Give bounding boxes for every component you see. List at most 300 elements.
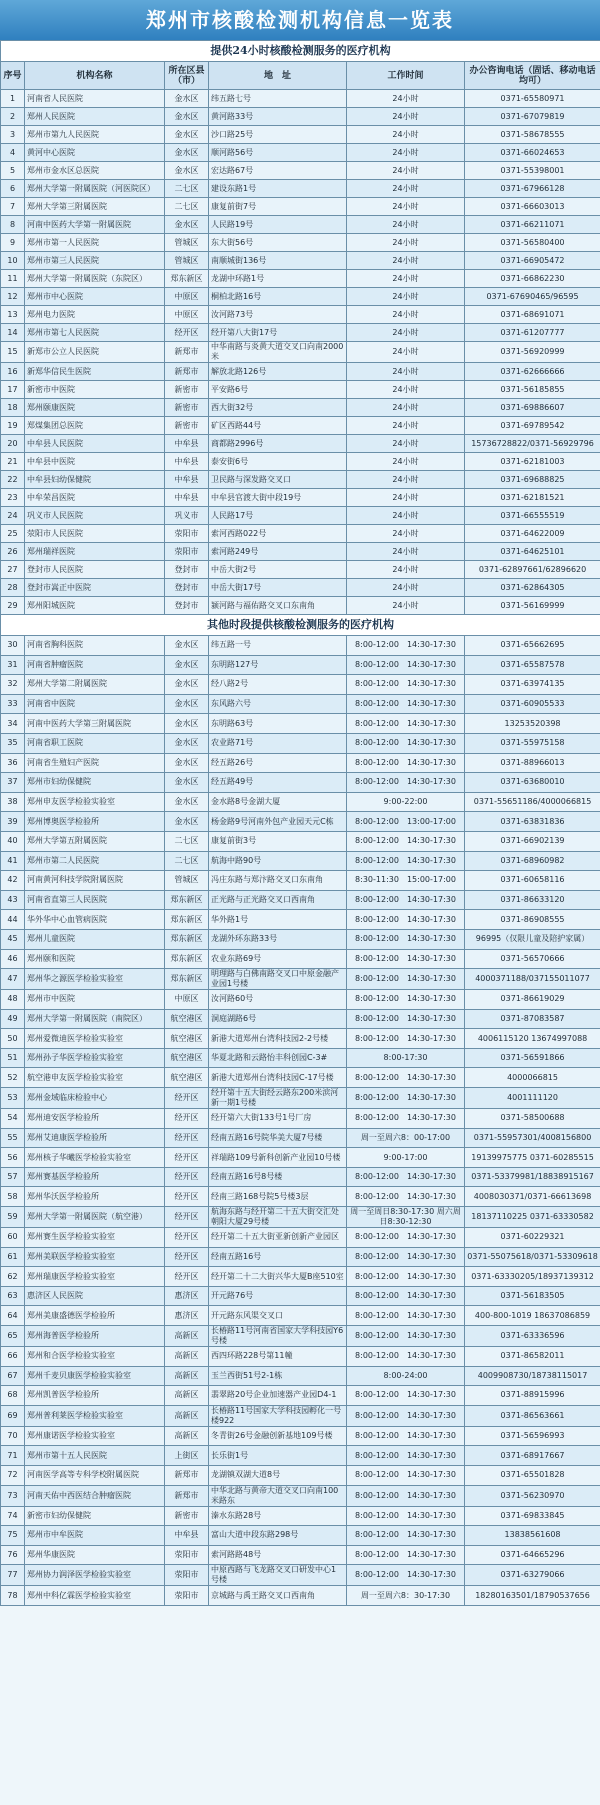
row-district: 金水区 [165, 90, 209, 108]
row-index: 53 [1, 1088, 25, 1109]
row-hours: 8:00-12:00 14:30-17:30 [347, 1187, 465, 1207]
table-row [1, 1446, 600, 1466]
row-hours: 24小时 [347, 108, 465, 126]
row-index: 45 [1, 929, 25, 949]
row-index: 41 [1, 851, 25, 871]
row-phone: 0371-62666666 [465, 363, 600, 381]
row-district: 巩义市 [165, 507, 209, 525]
table-row [1, 363, 600, 381]
row-hours: 24小时 [347, 180, 465, 198]
row-index: 3 [1, 126, 25, 144]
row-phone: 0371-66902139 [465, 831, 600, 851]
table-row [1, 890, 600, 910]
row-index: 60 [1, 1228, 25, 1248]
row-phone: 13253520398 [465, 714, 600, 734]
row-index: 15 [1, 342, 25, 363]
row-hours: 24小时 [347, 453, 465, 471]
row-address: 人民路19号 [209, 216, 347, 234]
row-phone: 0371-66603013 [465, 198, 600, 216]
row-address: 祥瑞路109号新科创新产业园10号楼 [209, 1148, 347, 1168]
row-district: 新郑市 [165, 1485, 209, 1506]
row-phone: 0371-62181003 [465, 453, 600, 471]
row-phone: 18280163501/18790537656 [465, 1586, 600, 1606]
row-hours: 8:00-12:00 14:30-17:30 [347, 1545, 465, 1565]
row-phone: 0371-62897661/62896620 [465, 561, 600, 579]
row-hours: 8:00-24:00 [347, 1366, 465, 1386]
row-district: 荥阳市 [165, 1545, 209, 1565]
row-index: 28 [1, 579, 25, 597]
row-index: 64 [1, 1306, 25, 1326]
row-name: 郑州爱微迪医学检验实验室 [25, 1029, 165, 1049]
row-name: 郑州大学第一附属医院（河医院区） [25, 180, 165, 198]
row-address: 康复前街7号 [209, 198, 347, 216]
row-phone: 96995（仅限儿童及陪护家属） [465, 929, 600, 949]
row-hours: 8:00-12:00 14:30-17:30 [347, 1506, 465, 1526]
row-address: 索河路249号 [209, 543, 347, 561]
row-district: 中原区 [165, 306, 209, 324]
row-name: 新郑华信民生医院 [25, 363, 165, 381]
row-hours: 8:00-12:00 14:30-17:30 [347, 1109, 465, 1129]
row-hours: 8:00-12:00 14:30-17:30 [347, 1465, 465, 1485]
row-index: 38 [1, 792, 25, 812]
row-address: 东大街56号 [209, 234, 347, 252]
row-address: 长乐街1号 [209, 1446, 347, 1466]
row-hours: 24小时 [347, 399, 465, 417]
row-hours: 24小时 [347, 216, 465, 234]
row-hours: 8:00-12:00 14:30-17:30 [347, 733, 465, 753]
row-phone: 0371-55957301/4008156800 [465, 1128, 600, 1148]
row-address: 宏达路67号 [209, 162, 347, 180]
row-index: 62 [1, 1267, 25, 1287]
row-phone: 0371-88966013 [465, 753, 600, 773]
row-address: 平安路6号 [209, 381, 347, 399]
row-index: 26 [1, 543, 25, 561]
row-index: 67 [1, 1366, 25, 1386]
row-address: 洞庭湖路6号 [209, 1009, 347, 1029]
row-hours: 24小时 [347, 489, 465, 507]
row-hours: 24小时 [347, 435, 465, 453]
header-district: 所在区县（市） [165, 62, 209, 90]
row-address: 龙湖镇双湖大道8号 [209, 1465, 347, 1485]
row-district: 金水区 [165, 694, 209, 714]
table-row [1, 1009, 600, 1029]
table-row [1, 1167, 600, 1187]
row-phone: 4000371188/037155011077 [465, 969, 600, 990]
row-phone: 0371-63279066 [465, 1565, 600, 1586]
table-row [1, 180, 600, 198]
row-address: 京城路与禹王路交叉口西南角 [209, 1586, 347, 1606]
row-hours: 24小时 [347, 561, 465, 579]
row-address: 泰安街6号 [209, 453, 347, 471]
row-district: 登封市 [165, 561, 209, 579]
row-address: 东明路127号 [209, 655, 347, 675]
table-row [1, 990, 600, 1010]
row-phone: 0371-66211071 [465, 216, 600, 234]
row-district: 新密市 [165, 399, 209, 417]
row-address: 明理路与白佛南路交叉口中原金融产业园1号楼 [209, 969, 347, 990]
row-address: 龙湖中环路1号 [209, 270, 347, 288]
row-phone: 0371-69789542 [465, 417, 600, 435]
row-hours: 8:00-12:00 14:30-17:30 [347, 753, 465, 773]
row-phone: 0371-65580971 [465, 90, 600, 108]
section-header-24h [1, 41, 600, 62]
row-address: 东明路63号 [209, 714, 347, 734]
row-index: 14 [1, 324, 25, 342]
row-hours: 8:00-12:00 14:30-17:30 [347, 1088, 465, 1109]
row-name: 郑州普利莱医学检验实验室 [25, 1405, 165, 1426]
table-row [1, 342, 600, 363]
row-phone: 0371-66024653 [465, 144, 600, 162]
row-index: 77 [1, 1565, 25, 1586]
row-address: 航海中路90号 [209, 851, 347, 871]
table-row [1, 108, 600, 126]
table-row [1, 1109, 600, 1129]
row-hours: 8:00-12:00 14:30-17:30 [347, 773, 465, 793]
row-hours: 8:00-12:00 14:30-17:30 [347, 694, 465, 714]
table-row [1, 792, 600, 812]
row-hours: 24小时 [347, 597, 465, 615]
row-name: 郑煤集团总医院 [25, 417, 165, 435]
table-row [1, 399, 600, 417]
row-address: 纬五路一号 [209, 636, 347, 656]
table-row [1, 198, 600, 216]
row-district: 航空港区 [165, 1029, 209, 1049]
row-district: 高新区 [165, 1366, 209, 1386]
table-row [1, 871, 600, 891]
table-row [1, 489, 600, 507]
row-hours: 24小时 [347, 252, 465, 270]
row-hours: 8:00-17:30 [347, 1048, 465, 1068]
row-phone: 13838561608 [465, 1526, 600, 1546]
row-index: 58 [1, 1187, 25, 1207]
row-hours: 24小时 [347, 144, 465, 162]
row-address: 经开第八大街17号 [209, 324, 347, 342]
row-index: 36 [1, 753, 25, 773]
row-index: 31 [1, 655, 25, 675]
row-name: 郑州市中心医院 [25, 288, 165, 306]
row-district: 经开区 [165, 1128, 209, 1148]
row-address: 龙湖外环东路33号 [209, 929, 347, 949]
row-address: 开元路76号 [209, 1286, 347, 1306]
row-index: 37 [1, 773, 25, 793]
row-name: 河南省肿瘤医院 [25, 655, 165, 675]
row-district: 荥阳市 [165, 1586, 209, 1606]
row-phone: 0371-53379981/18838915167 [465, 1167, 600, 1187]
row-address: 经五路26号 [209, 753, 347, 773]
row-address: 中原西路与飞龙路交叉口研发中心1号楼 [209, 1565, 347, 1586]
row-district: 中牟县 [165, 453, 209, 471]
row-phone: 0371-63974135 [465, 675, 600, 695]
row-address: 桐柏北路16号 [209, 288, 347, 306]
row-phone: 400-800-1019 18637086859 [465, 1306, 600, 1326]
row-district: 金水区 [165, 126, 209, 144]
row-index: 65 [1, 1326, 25, 1347]
row-phone: 4006115120 13674997088 [465, 1029, 600, 1049]
table-row [1, 851, 600, 871]
row-name: 郑州市第七人民医院 [25, 324, 165, 342]
table-row [1, 929, 600, 949]
table-row [1, 714, 600, 734]
row-index: 22 [1, 471, 25, 489]
row-phone: 0371-86619029 [465, 990, 600, 1010]
row-address: 金水路8号金湖大厦 [209, 792, 347, 812]
row-hours: 24小时 [347, 162, 465, 180]
row-hours: 8:00-12:00 14:30-17:30 [347, 1446, 465, 1466]
row-hours: 8:00-12:00 14:30-17:30 [347, 1326, 465, 1347]
row-name: 郑州华沃医学检验所 [25, 1187, 165, 1207]
row-name: 河南省中医院 [25, 694, 165, 714]
row-address: 经南五路16号院华美大厦7号楼 [209, 1128, 347, 1148]
row-index: 33 [1, 694, 25, 714]
row-name: 郑州人民医院 [25, 108, 165, 126]
row-index: 71 [1, 1446, 25, 1466]
row-district: 新密市 [165, 381, 209, 399]
row-address: 经五路49号 [209, 773, 347, 793]
row-phone: 0371-66555519 [465, 507, 600, 525]
table-body [1, 41, 600, 1606]
row-hours: 8:00-12:00 14:30-17:30 [347, 1565, 465, 1586]
row-district: 新密市 [165, 417, 209, 435]
row-district: 中原区 [165, 288, 209, 306]
row-name: 河南省职工医院 [25, 733, 165, 753]
row-name: 郑州大学第五附属医院 [25, 831, 165, 851]
row-address: 中华北路与黄帝大道交叉口向南100米路东 [209, 1485, 347, 1506]
row-district: 郑东新区 [165, 910, 209, 930]
row-hours: 8:00-12:00 14:30-17:30 [347, 1167, 465, 1187]
table-row [1, 831, 600, 851]
row-hours: 24小时 [347, 306, 465, 324]
row-phone: 0371-60905533 [465, 694, 600, 714]
row-index: 16 [1, 363, 25, 381]
row-name: 黄河中心医院 [25, 144, 165, 162]
row-district: 登封市 [165, 597, 209, 615]
row-name: 郑州瑞祥医院 [25, 543, 165, 561]
row-index: 17 [1, 381, 25, 399]
table-row [1, 1326, 600, 1347]
row-address: 开元路东风渠交叉口 [209, 1306, 347, 1326]
row-name: 登封市嵩正中医院 [25, 579, 165, 597]
table-row [1, 507, 600, 525]
row-hours: 24小时 [347, 507, 465, 525]
row-district: 中牟县 [165, 435, 209, 453]
row-address: 黄河路33号 [209, 108, 347, 126]
row-phone: 0371-66862230 [465, 270, 600, 288]
row-index: 70 [1, 1426, 25, 1446]
row-phone: 0371-64625101 [465, 543, 600, 561]
row-index: 30 [1, 636, 25, 656]
row-phone: 0371-62864305 [465, 579, 600, 597]
row-index: 42 [1, 871, 25, 891]
row-address: 汝河路60号 [209, 990, 347, 1010]
row-hours: 8:00-12:00 14:30-17:30 [347, 1405, 465, 1426]
row-name: 河南省直第三人民医院 [25, 890, 165, 910]
row-hours: 24小时 [347, 324, 465, 342]
row-address: 中华南路与炎黄大道交叉口向南2000米 [209, 342, 347, 363]
table-row [1, 162, 600, 180]
row-index: 76 [1, 1545, 25, 1565]
table-row [1, 1545, 600, 1565]
row-name: 华外华中心血管病医院 [25, 910, 165, 930]
row-hours: 8:00-12:00 13:00-17:00 [347, 812, 465, 832]
row-address: 纬五路七号 [209, 90, 347, 108]
row-phone: 0371-56591866 [465, 1048, 600, 1068]
row-index: 7 [1, 198, 25, 216]
header-hours: 工作时间 [347, 62, 465, 90]
row-district: 管城区 [165, 234, 209, 252]
row-address: 人民路17号 [209, 507, 347, 525]
row-index: 32 [1, 675, 25, 695]
row-name: 河南天佑中西医结合肿瘤医院 [25, 1485, 165, 1506]
row-hours: 8:00-12:00 14:30-17:30 [347, 655, 465, 675]
section-header-other [1, 615, 600, 636]
row-hours: 8:00-12:00 14:30-17:30 [347, 990, 465, 1010]
row-hours: 8:00-12:00 14:30-17:30 [347, 1347, 465, 1367]
row-name: 河南省生殖妇产医院 [25, 753, 165, 773]
row-name: 郑州申友医学检验实验室 [25, 792, 165, 812]
row-district: 经开区 [165, 1267, 209, 1287]
row-name: 郑州市第十五人民医院 [25, 1446, 165, 1466]
row-name: 新密市中医院 [25, 381, 165, 399]
row-district: 中原区 [165, 990, 209, 1010]
row-name: 登封市人民医院 [25, 561, 165, 579]
row-district: 荥阳市 [165, 543, 209, 561]
row-district: 金水区 [165, 733, 209, 753]
table-row [1, 597, 600, 615]
row-district: 经开区 [165, 1167, 209, 1187]
row-hours: 24小时 [347, 579, 465, 597]
row-phone: 0371-86582011 [465, 1347, 600, 1367]
row-district: 金水区 [165, 216, 209, 234]
row-name: 郑州大学第二附属医院 [25, 675, 165, 695]
row-address: 康复前街3号 [209, 831, 347, 851]
row-phone: 0371-69886607 [465, 399, 600, 417]
row-name: 郑州大学第一附属医院（东院区） [25, 270, 165, 288]
row-index: 40 [1, 831, 25, 851]
row-district: 高新区 [165, 1347, 209, 1367]
row-address: 经南三路168号院5号楼3层 [209, 1187, 347, 1207]
table-row [1, 216, 600, 234]
row-index: 20 [1, 435, 25, 453]
table-row [1, 252, 600, 270]
row-index: 34 [1, 714, 25, 734]
row-phone: 0371-68917667 [465, 1446, 600, 1466]
row-district: 金水区 [165, 812, 209, 832]
table-row [1, 1207, 600, 1228]
row-index: 5 [1, 162, 25, 180]
table-row [1, 453, 600, 471]
table-row [1, 324, 600, 342]
row-district: 二七区 [165, 851, 209, 871]
row-district: 经开区 [165, 1109, 209, 1129]
row-phone: 0371-88915996 [465, 1386, 600, 1406]
row-phone: 0371-66905472 [465, 252, 600, 270]
row-district: 新郑市 [165, 363, 209, 381]
row-phone: 0371-67690465/96595 [465, 288, 600, 306]
table-row [1, 1247, 600, 1267]
row-hours: 8:00-12:00 14:30-17:30 [347, 714, 465, 734]
row-address: 航海东路与经开第二十五大街交汇处朝阳大厦29号楼 [209, 1207, 347, 1228]
row-district: 郑东新区 [165, 270, 209, 288]
row-name: 河南省胸科医院 [25, 636, 165, 656]
table-row [1, 543, 600, 561]
table-row [1, 733, 600, 753]
row-phone: 0371-56183505 [465, 1286, 600, 1306]
row-name: 河南中医药大学第一附属医院 [25, 216, 165, 234]
row-name: 郑州博奥医学检验所 [25, 812, 165, 832]
row-hours: 8:00-12:00 14:30-17:30 [347, 1068, 465, 1088]
row-name: 郑州孙子华医学检验实验室 [25, 1048, 165, 1068]
row-index: 68 [1, 1386, 25, 1406]
table-row [1, 1405, 600, 1426]
table-row [1, 1148, 600, 1168]
table-row [1, 1128, 600, 1148]
row-address: 中岳大街2号 [209, 561, 347, 579]
row-phone: 0371-69833845 [465, 1506, 600, 1526]
row-name: 郑州市第九人民医院 [25, 126, 165, 144]
row-hours: 8:00-12:00 14:30-17:30 [347, 949, 465, 969]
row-index: 75 [1, 1526, 25, 1546]
table-row [1, 144, 600, 162]
row-phone: 0371-61207777 [465, 324, 600, 342]
row-phone: 0371-68691071 [465, 306, 600, 324]
row-district: 经开区 [165, 1148, 209, 1168]
row-district: 经开区 [165, 1187, 209, 1207]
row-name: 郑州赛基医学检验所 [25, 1167, 165, 1187]
header-name: 机构名称 [25, 62, 165, 90]
row-phone: 4008030371/0371-66613698 [465, 1187, 600, 1207]
row-district: 二七区 [165, 831, 209, 851]
row-phone: 0371-86908555 [465, 910, 600, 930]
row-hours: 8:00-12:00 14:30-17:30 [347, 1485, 465, 1506]
row-name: 郑州赛生医学检验实验室 [25, 1228, 165, 1248]
row-index: 8 [1, 216, 25, 234]
row-district: 经开区 [165, 324, 209, 342]
row-name: 郑州颐康医院 [25, 399, 165, 417]
row-address: 沙口路25号 [209, 126, 347, 144]
row-index: 55 [1, 1128, 25, 1148]
row-address: 西四环路228号第11幢 [209, 1347, 347, 1367]
row-index: 35 [1, 733, 25, 753]
row-hours: 8:00-12:00 14:30-17:30 [347, 1228, 465, 1248]
row-district: 金水区 [165, 773, 209, 793]
table-row [1, 471, 600, 489]
row-hours: 8:00-12:00 14:30-17:30 [347, 1306, 465, 1326]
row-phone: 0371-56169999 [465, 597, 600, 615]
row-index: 61 [1, 1247, 25, 1267]
row-name: 郑州美康盛德医学检验所 [25, 1306, 165, 1326]
row-name: 郑州海普医学检验所 [25, 1326, 165, 1347]
row-name: 河南中医药大学第三附属医院 [25, 714, 165, 734]
row-district: 金水区 [165, 655, 209, 675]
row-name: 郑州迪安医学检验所 [25, 1109, 165, 1129]
row-address: 经开第二十五大街亚新创新产业园区 [209, 1228, 347, 1248]
row-hours: 8:30-11:30 15:00-17:00 [347, 871, 465, 891]
row-address: 溱水东路28号 [209, 1506, 347, 1526]
row-phone: 0371-86563661 [465, 1405, 600, 1426]
row-name: 巩义市人民医院 [25, 507, 165, 525]
row-hours: 周一至周日8:30-17:30 周六周日8:30-12:30 [347, 1207, 465, 1228]
row-address: 长椿路11号国家大学科技园孵化一号楼922 [209, 1405, 347, 1426]
row-phone: 0371-56596993 [465, 1426, 600, 1446]
row-name: 郑州中科亿霖医学检验实验室 [25, 1586, 165, 1606]
row-name: 河南省人民医院 [25, 90, 165, 108]
row-name: 新郑市公立人民医院 [25, 342, 165, 363]
row-index: 12 [1, 288, 25, 306]
row-index: 24 [1, 507, 25, 525]
row-index: 50 [1, 1029, 25, 1049]
row-hours: 9:00-22:00 [347, 792, 465, 812]
row-index: 9 [1, 234, 25, 252]
